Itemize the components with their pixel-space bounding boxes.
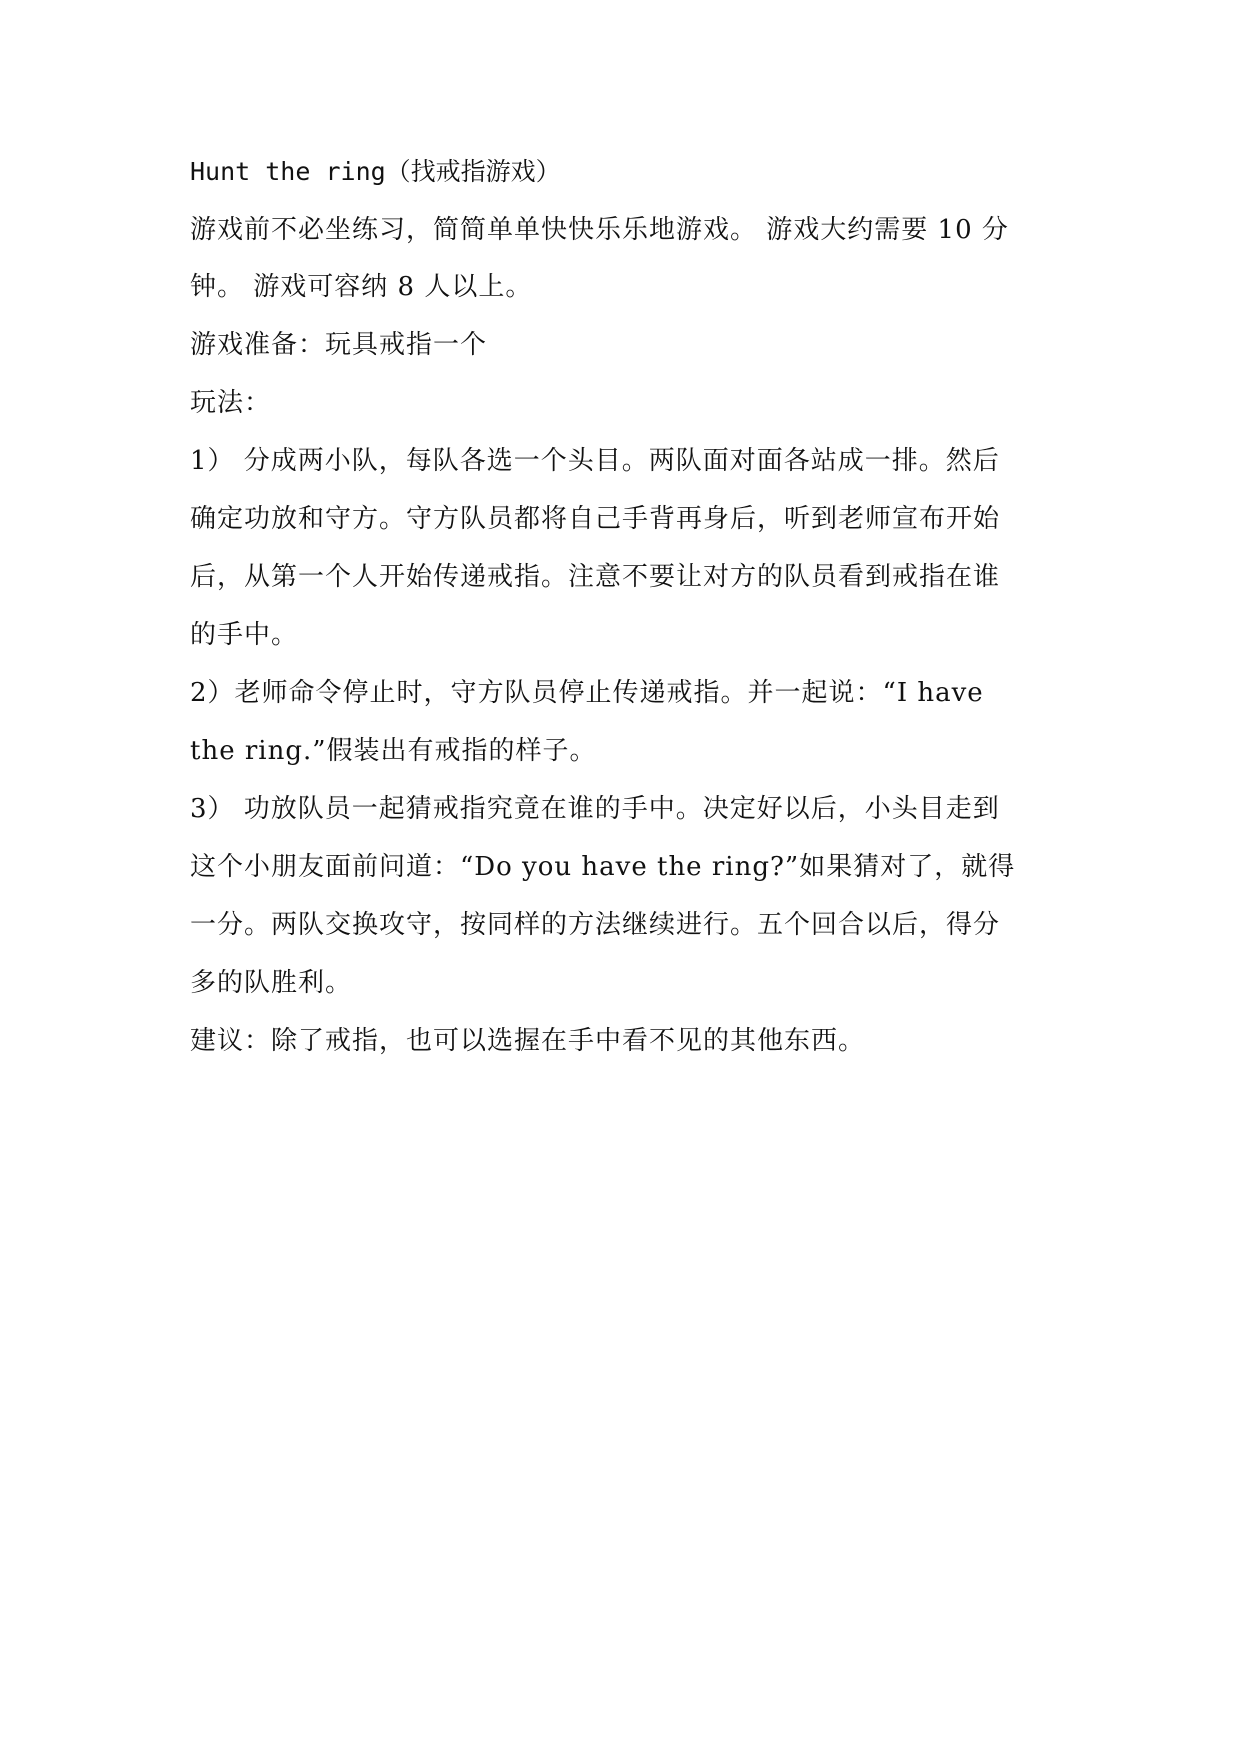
rule-3-line-3: 一分。两队交换攻守，按同样的方法继续进行。五个回合以后，得分 <box>190 910 1001 940</box>
rule-1-line-2: 确定功放和守方。守方队员都将自己手背再身后，听到老师宣布开始 <box>190 504 1001 534</box>
rule-1-line-4: 的手中。 <box>190 620 299 650</box>
rule-3-line-2: 这个小朋友面前问道：“Do you have the ring?”如果猜对了，就得 <box>190 852 1016 882</box>
rule-2-line-1: 2）老师命令停止时，守方队员停止传递戒指。并一起说：“I have <box>190 678 984 708</box>
document-title: Hunt the ring（找戒指游戏） <box>190 157 561 186</box>
rules-heading: 玩法： <box>190 388 272 418</box>
suggestion-line: 建议：除了戒指，也可以选握在手中看不见的其他东西。 <box>190 1026 866 1056</box>
preparation-line: 游戏准备：玩具戒指一个 <box>190 330 488 360</box>
rule-3-line-1: 3） 功放队员一起猜戒指究竟在谁的手中。决定好以后，小头目走到 <box>190 794 1000 824</box>
intro-line-2: 钟。 游戏可容纳 8 人以上。 <box>190 272 533 302</box>
rule-2-line-2: the ring.”假装出有戒指的样子。 <box>190 736 597 766</box>
rule-1-line-3: 后，从第一个人开始传递戒指。注意不要让对方的队员看到戒指在谁 <box>190 562 1001 592</box>
intro-line-1: 游戏前不必坐练习，简简单单快快乐乐地游戏。 游戏大约需要 10 分 <box>190 215 1009 245</box>
rule-1-line-1: 1） 分成两小队，每队各选一个头目。两队面对面各站成一排。然后 <box>190 446 1000 476</box>
rule-3-line-4: 多的队胜利。 <box>190 968 353 998</box>
document-body <box>190 156 1075 1057</box>
